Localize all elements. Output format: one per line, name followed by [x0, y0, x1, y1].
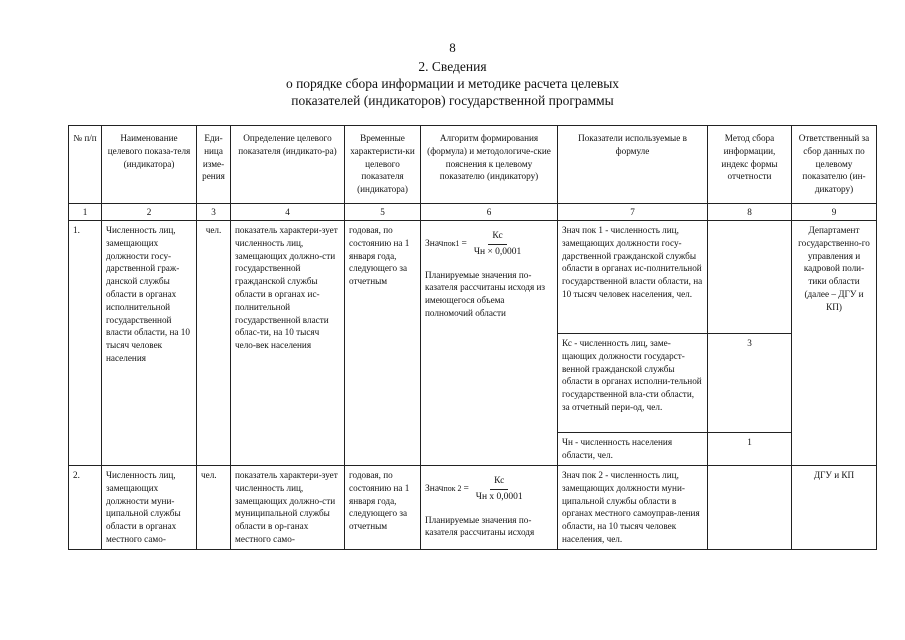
indicator-definition: показатель характери-зует численность лиц, замещающих должно-сти государственной гражданской службы области в органах ис-полнительной государственной власти облас-ти, на 10 тысяч чело-век населения — [231, 221, 345, 466]
column-number-row — [69, 204, 877, 221]
formula-fraction — [470, 230, 526, 259]
time-characteristics: годовая, по состоянию на 1 января года, следующего за отчетным — [345, 221, 421, 466]
formula-denominator: Чн × 0,0001 — [473, 246, 522, 257]
indicator-name: Численность лиц, замещающих должности госу-дарственной граж-данской службы области в органах исполнительной государственной власти области, на 10 тысяч человек населения — [102, 221, 197, 466]
formula-lhs: Знач — [425, 238, 444, 249]
formula-fraction — [472, 475, 527, 504]
header-cell: № п/п — [69, 126, 102, 204]
column-number: 3 — [197, 204, 231, 221]
formula-note: Планируемые значения по-казателя рассчитаны исходя из имеющегося объема полномочий области — [425, 269, 546, 318]
collection-method — [708, 466, 792, 550]
heading-line-3: показателей (индикаторов) государственной программы — [291, 93, 614, 108]
column-number: 6 — [421, 204, 558, 221]
formula-indicator: Чн - численность населения области, чел. — [558, 433, 708, 466]
formula-lhs-subscript: пок 2 — [443, 483, 462, 493]
formula-equals: = — [461, 238, 467, 249]
indicator-name: Численность лиц, замещающих должности муни-ципальной службы области в органах местного само- — [102, 466, 197, 550]
formula-note: Планируемые значения по-казателя рассчитаны исходя — [425, 514, 535, 538]
formula-numerator: Кс — [488, 230, 506, 245]
header-cell: Метод сбора информации, индекс формы отчетности — [708, 126, 792, 204]
header-cell: Показатели используемые в формуле — [558, 126, 708, 204]
formula-cell — [421, 221, 558, 466]
formula — [425, 475, 553, 504]
formula-indicator: Знач пок 2 - численность лиц, замещающих должности муни-ципальной службы области в органах местного самоуправ-ления области, на 10 тысяч человек населения, чел. — [558, 466, 708, 550]
formula-cell — [421, 466, 558, 550]
time-characteristics: годовая, по состоянию на 1 января года, следующего за отчетным — [345, 466, 421, 550]
formula-equals: = — [463, 483, 469, 494]
header-cell: Еди-ница изме-рения — [197, 126, 231, 204]
table-row — [69, 221, 877, 334]
header-cell: Алгоритм формирования (формула) и методологиче-ские пояснения к целевому показателю (индикатору) — [421, 126, 558, 204]
column-number: 1 — [69, 204, 102, 221]
formula-numerator: Кс — [490, 475, 508, 490]
header-cell: Ответственный за сбор данных по целевому показателю (ин-дикатору) — [792, 126, 877, 204]
header-cell: Временные характеристи-ки целевого показателя (индикатора) — [345, 126, 421, 204]
formula-lhs: Знач — [425, 483, 444, 494]
indicators-table — [68, 125, 877, 550]
header-cell: Определение целевого показателя (индикато-ра) — [231, 126, 345, 204]
column-number: 2 — [102, 204, 197, 221]
indicator-definition: показатель характери-зует численность лиц, замещающих должно-сти муниципальной службы области в ор-ганах местного само- — [231, 466, 345, 550]
row-number: 2. — [69, 466, 102, 550]
heading-line-2: о порядке сбора информации и методике расчета целевых — [285, 76, 620, 91]
formula-indicator: Знач пок 1 - численность лиц, замещающих должности госу-дарственной гражданской службы области в органах ис-полнительной государственной власти области, на 10 тысяч человек населения, чел. — [558, 221, 708, 334]
unit-of-measure: чел. — [197, 221, 231, 466]
table-row — [69, 466, 877, 550]
formula-indicator: Кс - численность лиц, заме-щающих должности государст-венной гражданской службы области в органах исполни-тельной государственной вла-сти области, за отчетный пери-од, чел. — [558, 334, 708, 433]
header-cell: Наименование целевого показа-теля (индикатора) — [102, 126, 197, 204]
column-number: 9 — [792, 204, 877, 221]
responsible-party: Департамент государственно-го управления и кадровой поли-тики области (далее – ДГУ и КП) — [792, 221, 877, 466]
formula — [425, 230, 553, 259]
row-number: 1. — [69, 221, 102, 466]
page-number: 8 — [449, 40, 456, 55]
table-header-row — [69, 126, 877, 204]
collection-method — [708, 221, 792, 334]
collection-method: 3 — [708, 334, 792, 433]
formula-denominator: Чн х 0,0001 — [475, 491, 523, 502]
unit-of-measure: чел. — [197, 466, 231, 550]
column-number: 8 — [708, 204, 792, 221]
column-number: 7 — [558, 204, 708, 221]
column-number: 4 — [231, 204, 345, 221]
formula-lhs-subscript: пок1 — [443, 238, 460, 248]
heading-line-1: 2. Сведения — [418, 59, 487, 74]
responsible-party: ДГУ и КП — [792, 466, 877, 550]
collection-method: 1 — [708, 433, 792, 466]
document-heading — [0, 58, 905, 109]
column-number: 5 — [345, 204, 421, 221]
